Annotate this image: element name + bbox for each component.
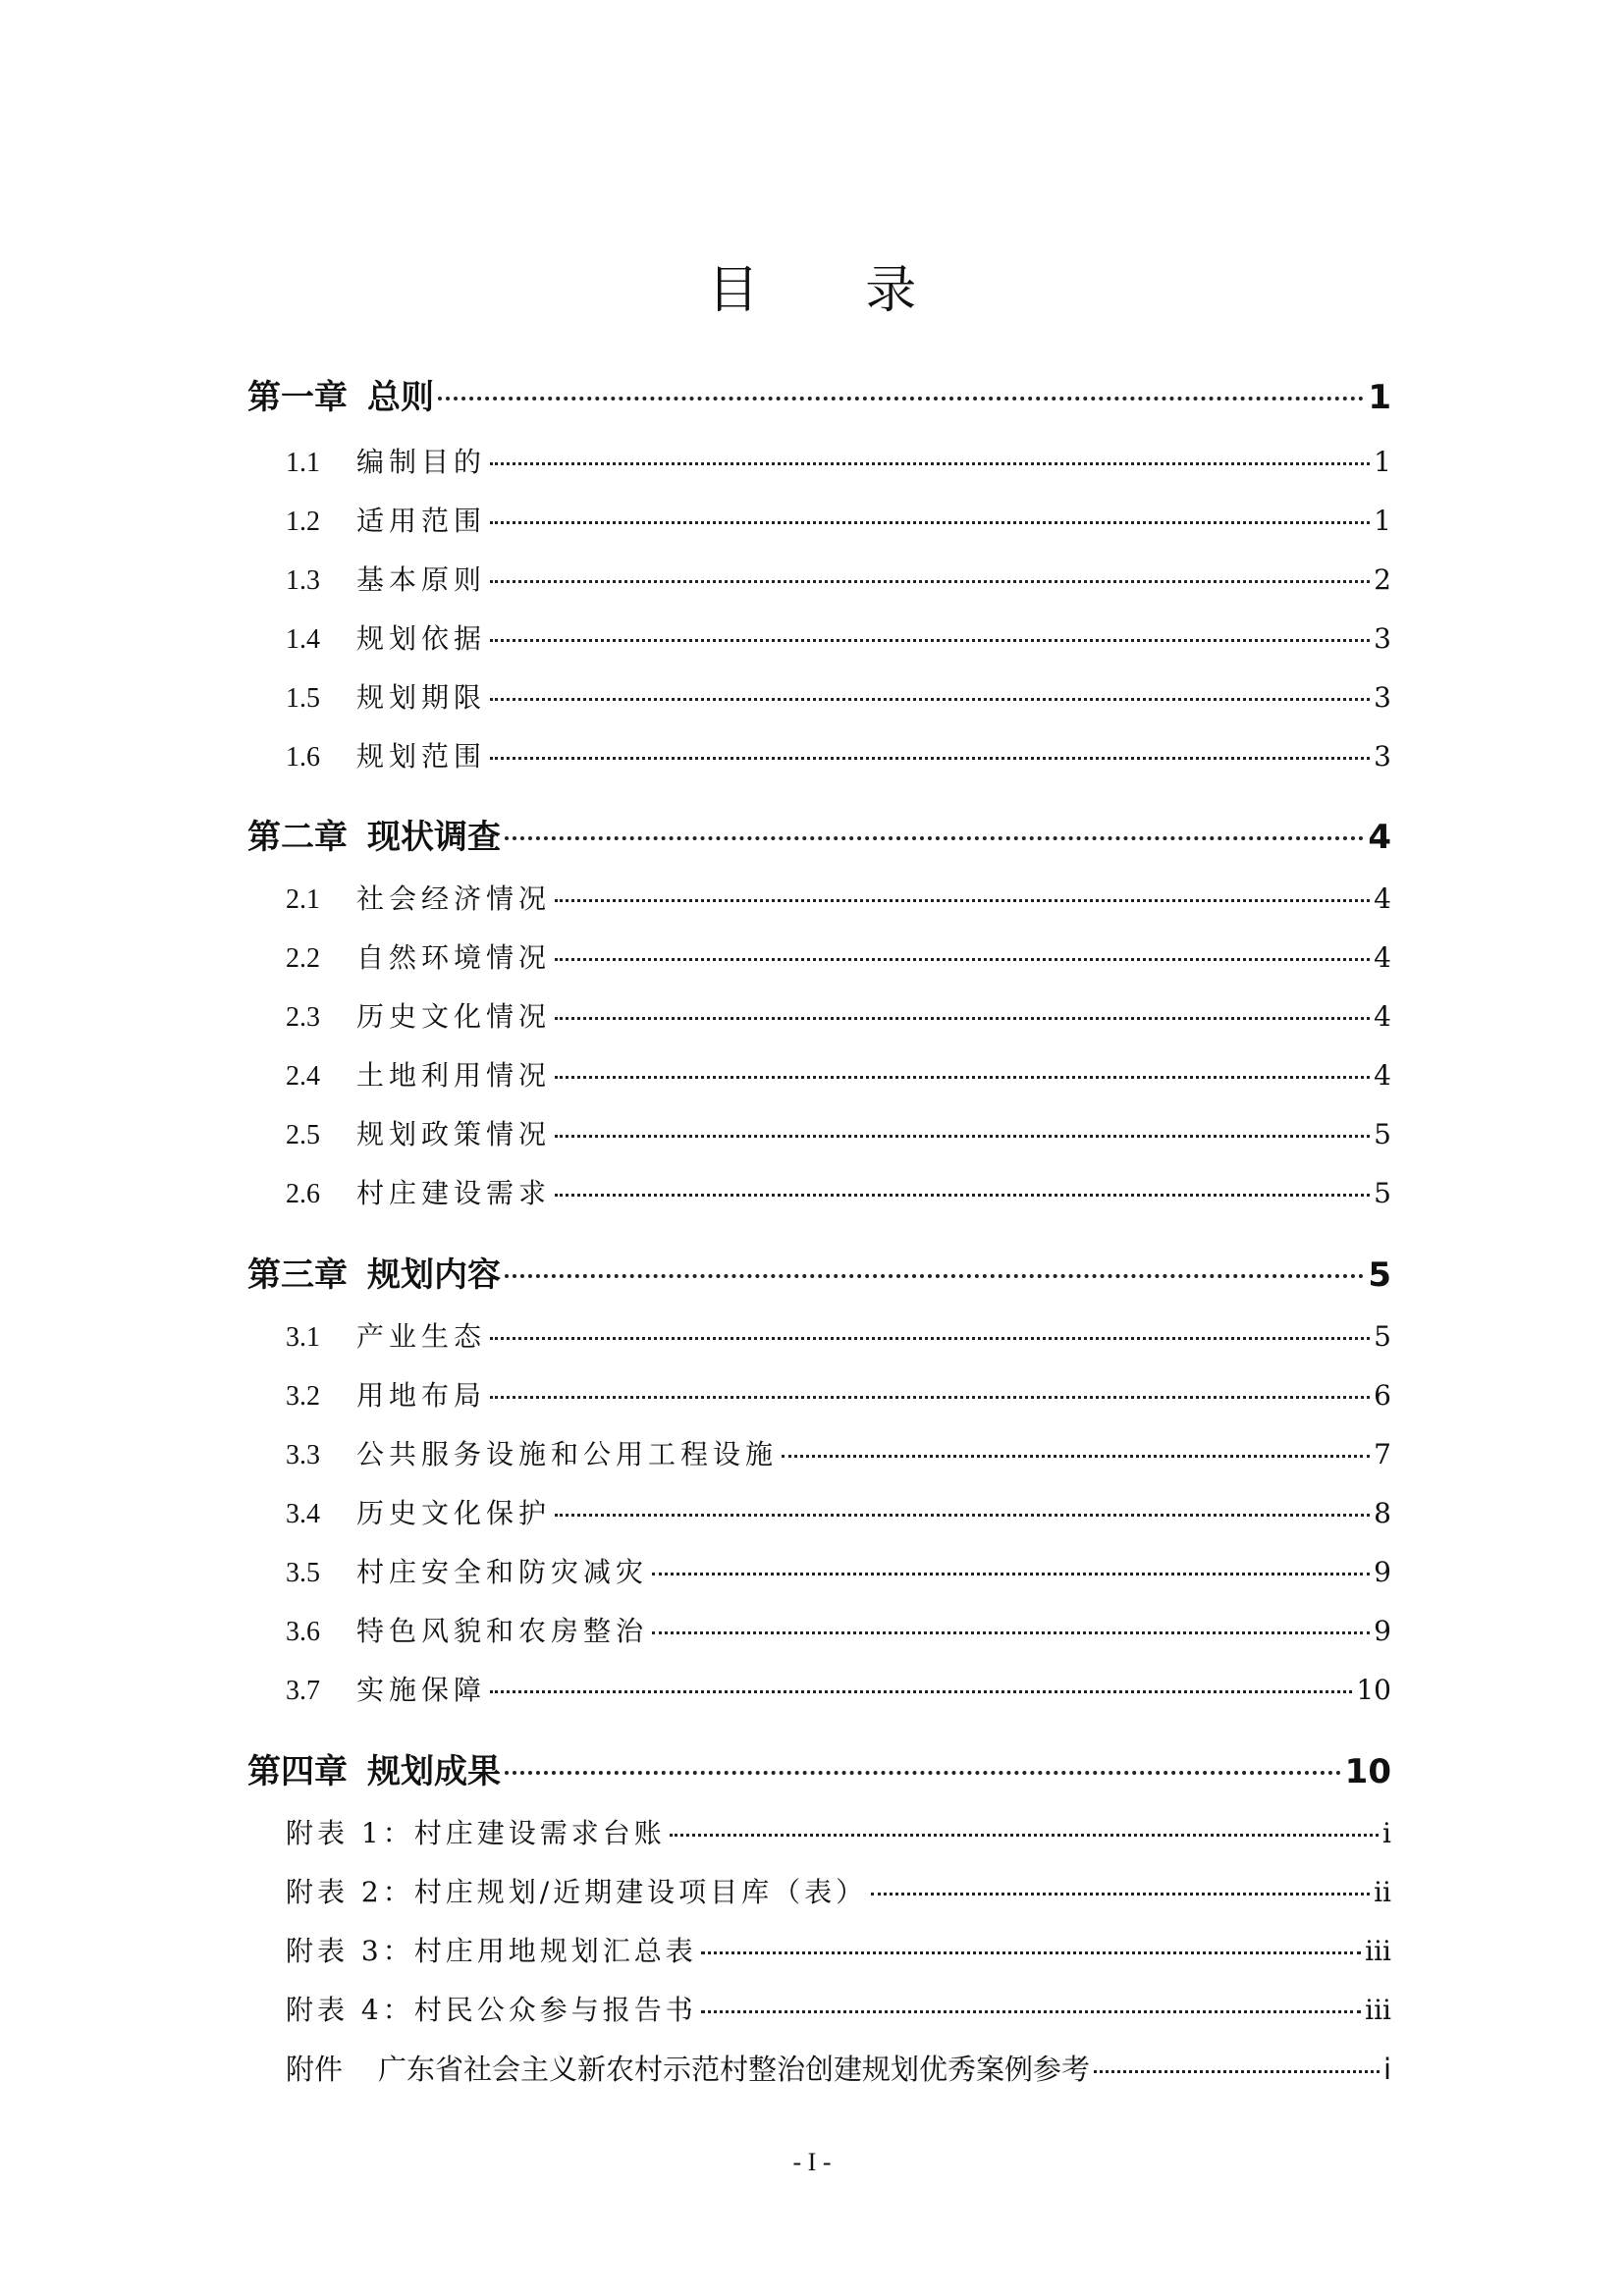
dot-leader	[490, 580, 1370, 583]
appendix-title: 附表 2：村庄规划/近期建设项目库（表）	[286, 1876, 868, 1908]
page-number: 4	[1374, 941, 1391, 974]
attachment-label: 附件	[286, 2053, 344, 2086]
toc-chapter-2[interactable]	[247, 811, 1391, 864]
attachment-title: 广东省社会主义新农村示范村整治创建规划优秀案例参考	[378, 2053, 1091, 2086]
section-number: 3.6	[286, 1617, 320, 1647]
toc-section-1-6[interactable]	[286, 734, 1391, 779]
page-number: 5	[1374, 1118, 1391, 1150]
dot-leader	[490, 521, 1370, 524]
toc-section-3-6[interactable]	[286, 1609, 1391, 1654]
section-title: 历史文化情况	[356, 1000, 552, 1033]
section-number: 3.3	[286, 1440, 320, 1470]
dot-leader	[555, 899, 1370, 902]
chapter-label: 第三章	[247, 1255, 348, 1295]
dot-leader	[490, 757, 1370, 760]
toc-appendix-1[interactable]	[286, 1811, 1391, 1856]
page-number: 8	[1374, 1497, 1391, 1529]
dot-leader	[871, 1893, 1370, 1896]
toc-section-1-1[interactable]	[286, 440, 1391, 485]
section-number: 3.5	[286, 1558, 320, 1588]
page-number: 2	[1374, 563, 1391, 596]
dot-leader	[505, 1274, 1364, 1278]
page-number: iii	[1365, 1994, 1391, 2026]
dot-leader	[1094, 2070, 1380, 2073]
dot-leader	[555, 1135, 1370, 1138]
toc-section-3-1[interactable]	[286, 1314, 1391, 1360]
page-number: 5	[1374, 1320, 1391, 1353]
toc-chapter-3[interactable]	[247, 1249, 1391, 1302]
section-number: 2.4	[286, 1061, 320, 1092]
toc-appendix-4[interactable]	[286, 1988, 1391, 2033]
section-number: 1.3	[286, 565, 320, 596]
toc-section-2-1[interactable]	[286, 877, 1391, 922]
dot-leader	[652, 1631, 1370, 1634]
dot-leader	[652, 1573, 1370, 1575]
section-number: 2.5	[286, 1120, 320, 1150]
dot-leader	[701, 2010, 1361, 2013]
toc-attachment[interactable]	[286, 2047, 1391, 2092]
section-number: 2.1	[286, 884, 320, 915]
toc-section-3-5[interactable]	[286, 1550, 1391, 1595]
section-title: 规划依据	[356, 622, 487, 655]
section-number: 1.6	[286, 742, 320, 773]
section-title: 村庄建设需求	[356, 1177, 552, 1209]
page-number: 4	[1374, 1059, 1391, 1092]
page-number: 1	[1368, 378, 1391, 417]
dot-leader	[670, 1834, 1379, 1837]
toc-section-3-7[interactable]	[286, 1668, 1391, 1713]
page-number: 4	[1374, 882, 1391, 915]
appendix-title: 附表 4：村民公众参与报告书	[286, 1994, 697, 2026]
section-number: 3.1	[286, 1322, 320, 1353]
section-title: 公共服务设施和公用工程设施	[356, 1438, 779, 1470]
page-number: 3	[1374, 740, 1391, 773]
dot-leader	[490, 639, 1370, 642]
dot-leader	[555, 1514, 1370, 1517]
appendix-title: 附表 1：村庄建设需求台账	[286, 1817, 666, 1849]
page-number: 4	[1374, 1000, 1391, 1033]
page-number: 4	[1368, 818, 1391, 857]
dot-leader	[490, 698, 1370, 701]
chapter-title: 总则	[367, 378, 434, 417]
page-number: iii	[1365, 1935, 1391, 1967]
section-title: 用地布局	[356, 1379, 487, 1412]
page-number: 1	[1374, 505, 1391, 537]
section-title: 编制目的	[356, 446, 487, 478]
toc-section-2-4[interactable]	[286, 1053, 1391, 1098]
section-number: 2.3	[286, 1002, 320, 1033]
chapter-label: 第四章	[247, 1752, 348, 1791]
page-number: 10	[1356, 1674, 1391, 1706]
dot-leader	[438, 397, 1364, 400]
page-number: 7	[1374, 1438, 1391, 1470]
page-number: 9	[1374, 1556, 1391, 1588]
page-number: i	[1382, 1817, 1391, 1849]
section-title: 自然环境情况	[356, 941, 552, 974]
section-number: 3.7	[286, 1676, 320, 1706]
chapter-label: 第一章	[247, 378, 348, 417]
section-title: 社会经济情况	[356, 882, 552, 915]
section-title: 规划政策情况	[356, 1118, 552, 1150]
page-footer-number: - I -	[792, 2148, 832, 2176]
section-title: 规划期限	[356, 681, 487, 714]
toc-chapter-4[interactable]	[247, 1745, 1391, 1798]
section-number: 3.2	[286, 1381, 320, 1412]
dot-leader	[490, 1690, 1352, 1693]
section-number: 3.4	[286, 1499, 320, 1529]
dot-leader	[490, 1337, 1370, 1340]
page-number: 3	[1374, 622, 1391, 655]
toc-chapter-1[interactable]	[247, 371, 1391, 424]
section-title: 村庄安全和防灾减灾	[356, 1556, 649, 1588]
page-number: 5	[1368, 1255, 1391, 1295]
toc-appendix-2[interactable]	[286, 1870, 1391, 1915]
section-title: 规划范围	[356, 740, 487, 773]
toc-section-3-4[interactable]	[286, 1491, 1391, 1536]
dot-leader	[505, 836, 1364, 840]
chapter-title: 规划成果	[367, 1752, 501, 1791]
page-number: ii	[1374, 1876, 1391, 1908]
section-title: 特色风貌和农房整治	[356, 1615, 649, 1647]
page-title: 目 录	[707, 261, 962, 320]
section-title: 产业生态	[356, 1320, 487, 1353]
page-number: 1	[1374, 446, 1391, 478]
section-number: 1.5	[286, 683, 320, 714]
dot-leader	[555, 1076, 1370, 1079]
dot-leader	[782, 1455, 1370, 1458]
dot-leader	[555, 958, 1370, 961]
page-number: 5	[1374, 1177, 1391, 1209]
dot-leader	[505, 1771, 1341, 1775]
toc-section-1-3[interactable]	[286, 558, 1391, 603]
section-title: 土地利用情况	[356, 1059, 552, 1092]
toc-section-3-3[interactable]	[286, 1432, 1391, 1477]
dot-leader	[490, 462, 1370, 465]
toc-appendix-3[interactable]	[286, 1929, 1391, 1974]
toc-section-2-2[interactable]	[286, 935, 1391, 981]
page-number: 6	[1374, 1379, 1391, 1412]
dot-leader	[555, 1017, 1370, 1020]
page-number: 3	[1374, 681, 1391, 714]
toc-section-2-6[interactable]	[286, 1171, 1391, 1216]
toc-section-1-5[interactable]	[286, 675, 1391, 721]
chapter-title: 现状调查	[367, 818, 501, 857]
section-number: 2.6	[286, 1179, 320, 1209]
dot-leader	[701, 1951, 1361, 1954]
section-title: 实施保障	[356, 1674, 487, 1706]
toc-section-1-4[interactable]	[286, 616, 1391, 662]
section-number: 1.2	[286, 507, 320, 537]
toc-section-2-3[interactable]	[286, 994, 1391, 1040]
section-number: 1.4	[286, 624, 320, 655]
appendix-title: 附表 3：村庄用地规划汇总表	[286, 1935, 697, 1967]
page-number: i	[1382, 2053, 1391, 2086]
section-title: 适用范围	[356, 505, 487, 537]
section-number: 2.2	[286, 943, 320, 974]
section-title: 历史文化保护	[356, 1497, 552, 1529]
section-title: 基本原则	[356, 563, 487, 596]
toc-section-1-2[interactable]	[286, 499, 1391, 544]
page-number: 9	[1374, 1615, 1391, 1647]
section-number: 1.1	[286, 448, 320, 478]
dot-leader	[555, 1194, 1370, 1197]
toc-section-2-5[interactable]	[286, 1112, 1391, 1157]
chapter-title: 规划内容	[367, 1255, 501, 1295]
toc-section-3-2[interactable]	[286, 1373, 1391, 1418]
chapter-label: 第二章	[247, 818, 348, 857]
dot-leader	[490, 1396, 1370, 1399]
page-number: 10	[1344, 1752, 1391, 1791]
